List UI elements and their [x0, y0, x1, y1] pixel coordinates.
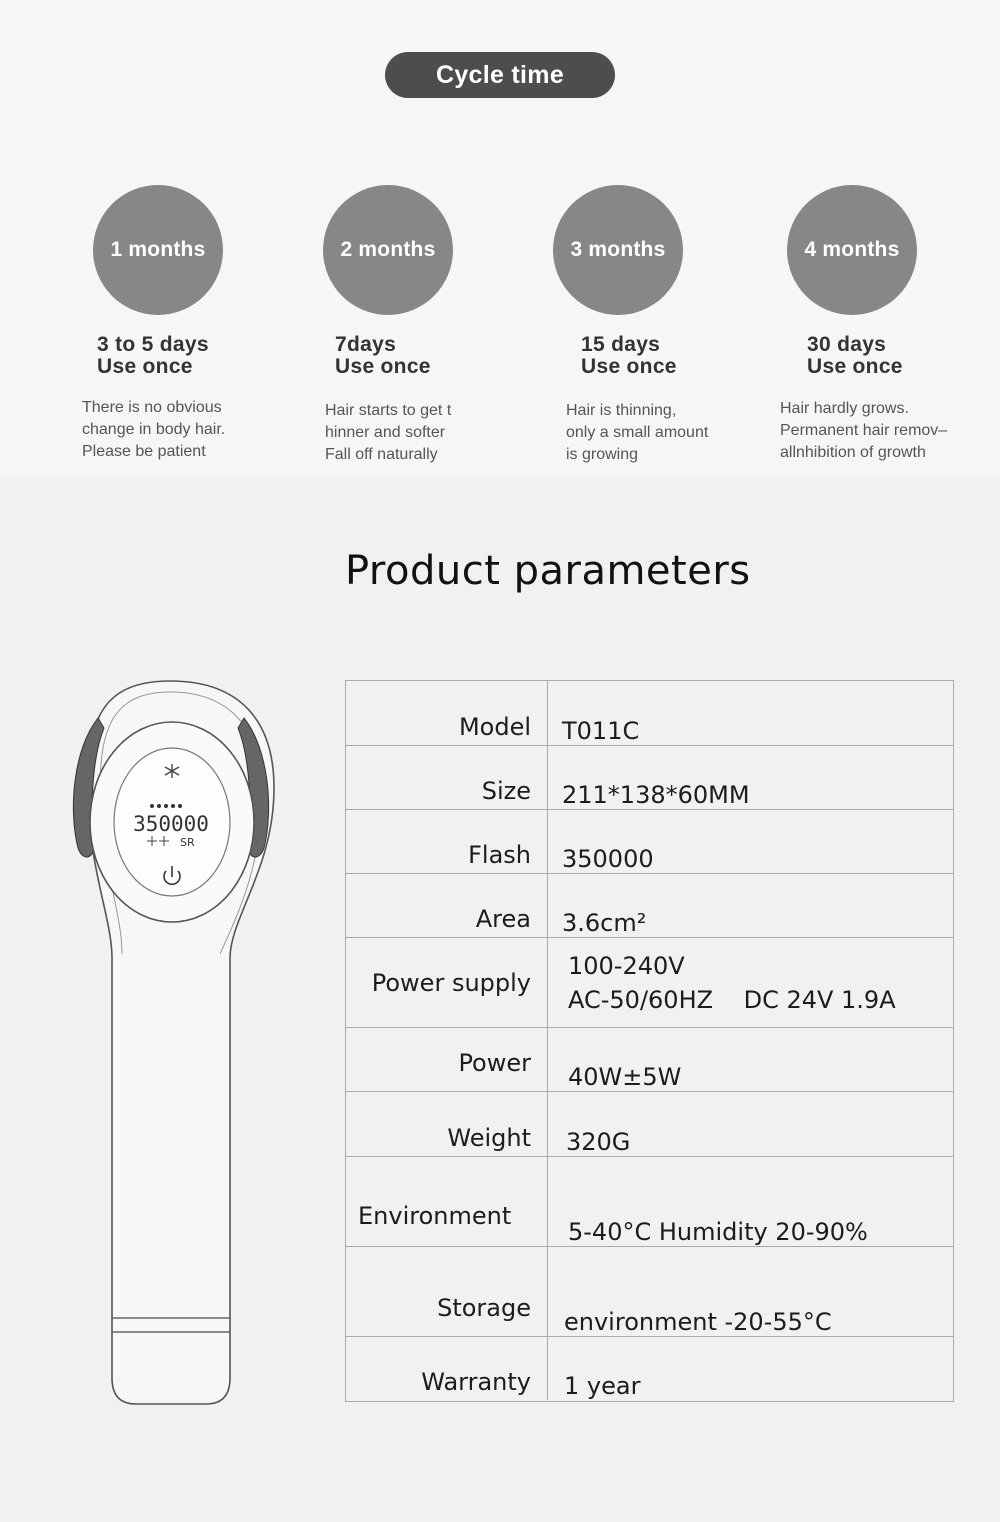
- param-label: Size: [346, 746, 548, 809]
- param-label: Model: [346, 681, 548, 745]
- param-label: Power: [346, 1028, 548, 1091]
- param-label: Flash: [346, 810, 548, 873]
- product-parameters-title: Product parameters: [345, 548, 751, 594]
- param-value: 350000: [562, 845, 654, 873]
- param-value: 1 year: [564, 1372, 641, 1400]
- param-value: 5-40°C Humidity 20-90%: [568, 1218, 868, 1246]
- stage-4-frequency: 30 days Use once: [807, 333, 903, 378]
- param-value: 100-240V AC-50/60HZ DC 24V 1.9A: [568, 951, 896, 1014]
- param-value: 3.6cm²: [562, 909, 647, 937]
- stage-3-description: Hair is thinning, only a small amount is growing: [566, 402, 709, 463]
- stage-1-description: There is no obvious change in body hair. Please be patient: [82, 399, 226, 460]
- stage-2-description: Hair starts to get t hinner and softer Fall off naturally: [325, 402, 452, 463]
- stage-3-month-circle: 3 months: [553, 185, 683, 315]
- cycle-time-heading: Cycle time: [385, 52, 615, 98]
- cycle-section: [0, 0, 1000, 478]
- stage-4-description: Hair hardly grows. Permanent hair remov– allnhibition of growth: [780, 400, 948, 461]
- parameters-table: [345, 680, 954, 1402]
- table-row: [346, 810, 953, 874]
- table-row: [346, 1092, 953, 1157]
- param-value: T011C: [562, 717, 640, 745]
- param-label: Power supply: [346, 938, 548, 1027]
- param-label: Area: [346, 874, 548, 937]
- device-illustration: [60, 678, 300, 1408]
- stage-2-frequency: 7days Use once: [335, 333, 431, 378]
- param-value: environment -20-55°C: [564, 1308, 832, 1336]
- param-label: Weight: [346, 1092, 548, 1156]
- table-row: [346, 1337, 953, 1400]
- table-row: [346, 681, 953, 746]
- param-value: 320G: [566, 1128, 631, 1156]
- table-row: [346, 1157, 953, 1247]
- param-label: Warranty: [346, 1337, 548, 1400]
- stage-1-frequency: 3 to 5 days Use once: [97, 333, 209, 378]
- device-flash-counter: 350000: [133, 812, 209, 836]
- param-label: Environment: [346, 1157, 548, 1246]
- stage-3-frequency: 15 days Use once: [581, 333, 677, 378]
- param-label: Storage: [346, 1247, 548, 1336]
- stage-4-month-circle: 4 months: [787, 185, 917, 315]
- stage-2-month-circle: 2 months: [323, 185, 453, 315]
- table-row: [346, 938, 953, 1028]
- param-value: 211*138*60MM: [562, 781, 750, 809]
- param-value: 40W±5W: [568, 1063, 682, 1091]
- table-row: [346, 1028, 953, 1092]
- table-row: [346, 1247, 953, 1337]
- device-mode-label: SR: [180, 836, 195, 849]
- table-row: [346, 746, 953, 810]
- table-row: [346, 874, 953, 938]
- stage-1-month-circle: 1 months: [93, 185, 223, 315]
